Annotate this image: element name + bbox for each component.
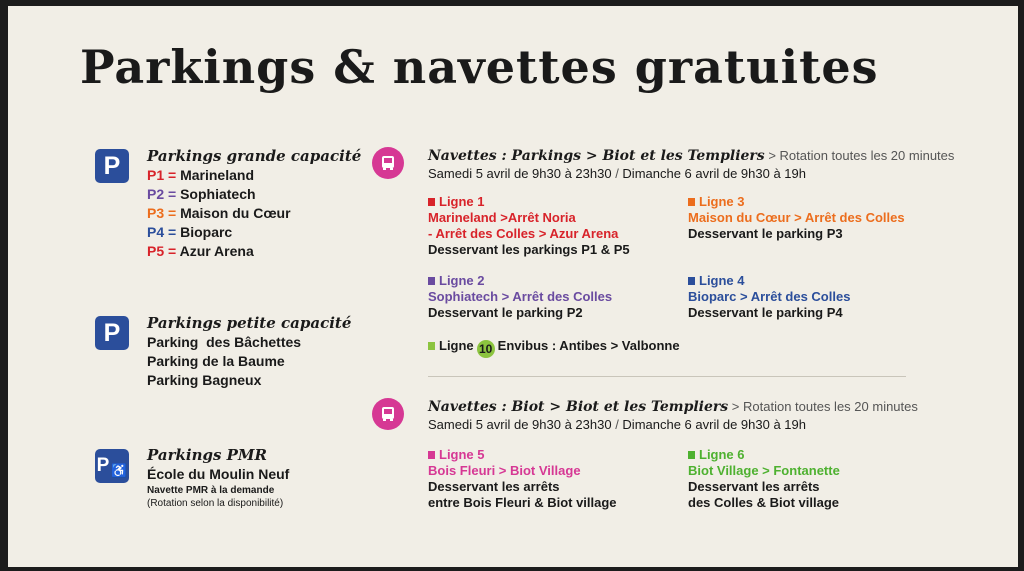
pmr-note-rotation: (Rotation selon la disponibilité)	[147, 498, 284, 509]
shuttle-line-3	[688, 194, 905, 242]
wheelchair-icon: ♿	[111, 463, 128, 478]
line-label: Ligne 6	[699, 447, 745, 462]
separator: /	[611, 417, 623, 432]
bus-icon	[372, 398, 404, 430]
line-description-continued: des Colles & Biot village	[688, 495, 839, 510]
line-route: Bioparc > Arrêt des Colles	[688, 289, 851, 304]
flag-icon	[428, 451, 435, 459]
line-label: Ligne 4	[699, 273, 745, 288]
small-parkings-heading: Parkings petite capacité	[147, 314, 352, 332]
list-item: Parking Bagneux	[147, 372, 262, 388]
parking-item-p4	[147, 223, 361, 242]
shuttle-line-2	[428, 273, 612, 321]
line-description: Desservant les arrêts	[688, 479, 820, 494]
flag-icon	[688, 451, 695, 459]
line-label: Ligne 3	[699, 194, 745, 209]
line-number-badge: 10	[477, 340, 495, 358]
large-parkings-heading: Parkings grande capacité	[147, 147, 362, 165]
flag-icon	[428, 342, 435, 350]
pmr-note: Navette PMR à la demande	[147, 485, 275, 496]
flag-icon	[688, 277, 695, 285]
line-description: Desservant le parking P3	[688, 226, 843, 241]
line-label: Ligne 2	[439, 273, 485, 288]
flag-icon	[428, 198, 435, 206]
list-item: Parking de la Baume	[147, 353, 285, 369]
parking-name: Sophiatech	[180, 186, 256, 202]
line-description: Desservant le parking P4	[688, 305, 843, 320]
pmr-location: École du Moulin Neuf	[147, 466, 290, 482]
shuttle-biot-header	[428, 398, 918, 433]
line-route-continued: - Arrêt des Colles > Azur Arena	[428, 226, 619, 241]
line-route: Envibus : Antibes > Valbonne	[497, 338, 680, 353]
parking-code: P3 =	[147, 205, 177, 221]
line-description: Desservant les arrêts	[428, 479, 560, 494]
parking-item-p2	[147, 185, 361, 204]
large-parkings-block	[147, 147, 361, 261]
parking-name: Marineland	[180, 167, 254, 183]
sunday-hours: Dimanche 6 avril de 9h30 à 19h	[622, 166, 806, 181]
parking-item-p1	[147, 166, 361, 185]
shuttle-heading: Navettes : Parkings > Biot et les Templiers	[428, 148, 765, 164]
line-route: Maison du Cœur > Arrêt des Colles	[688, 210, 905, 225]
sunday-hours: Dimanche 6 avril de 9h30 à 19h	[622, 417, 806, 432]
bus-icon	[372, 147, 404, 179]
small-parkings-block	[147, 314, 351, 390]
parking-letter: P	[96, 455, 110, 476]
line-label: Ligne	[439, 338, 474, 353]
parking-code: P4 =	[147, 224, 177, 240]
line-route: Sophiatech > Arrêt des Colles	[428, 289, 613, 304]
line-route: Marineland >Arrêt Noria	[428, 210, 576, 225]
parking-icon: P	[95, 316, 129, 350]
shuttle-line-4	[688, 273, 850, 321]
line-description: Desservant le parking P2	[428, 305, 583, 320]
parking-code: P2 =	[147, 186, 177, 202]
line-description: Desservant les parkings P1 & P5	[428, 242, 630, 257]
parking-name: Bioparc	[180, 224, 233, 240]
rotation-text: > Rotation toutes les 20 minutes	[731, 399, 918, 414]
envibus-line-10	[428, 338, 680, 358]
pmr-heading: Parkings PMR	[147, 446, 267, 464]
line-label: Ligne 5	[439, 447, 485, 462]
shuttle-line-5	[428, 447, 617, 511]
parking-code: P5 =	[147, 243, 177, 259]
list-item: Parking des Bâchettes	[147, 334, 302, 350]
line-route: Biot Village > Fontanette	[688, 463, 840, 478]
pmr-block	[147, 446, 289, 510]
parking-name: Maison du Cœur	[180, 205, 291, 221]
separator: /	[611, 166, 623, 181]
flag-icon	[688, 198, 695, 206]
line-route: Bois Fleuri > Biot Village	[428, 463, 581, 478]
line-description-continued: entre Bois Fleuri & Biot village	[428, 495, 617, 510]
parking-name: Azur Arena	[179, 243, 254, 259]
page-title: Parkings & navettes gratuites	[80, 40, 879, 94]
shuttle-line-1	[428, 194, 630, 258]
flag-icon	[428, 277, 435, 285]
saturday-hours: Samedi 5 avril de 9h30 à 23h30	[428, 166, 612, 181]
shuttle-heading: Navettes : Biot > Biot et les Templiers	[428, 399, 729, 415]
shuttle-parkings-header	[428, 147, 954, 182]
parking-item-p3	[147, 204, 361, 223]
parking-icon: P	[95, 149, 129, 183]
divider	[428, 376, 906, 377]
pmr-parking-icon	[95, 449, 129, 483]
rotation-text: > Rotation toutes les 20 minutes	[768, 148, 955, 163]
parking-item-p5	[147, 242, 361, 261]
parking-code: P1 =	[147, 167, 177, 183]
line-label: Ligne 1	[439, 194, 485, 209]
saturday-hours: Samedi 5 avril de 9h30 à 23h30	[428, 417, 612, 432]
shuttle-line-6	[688, 447, 840, 511]
